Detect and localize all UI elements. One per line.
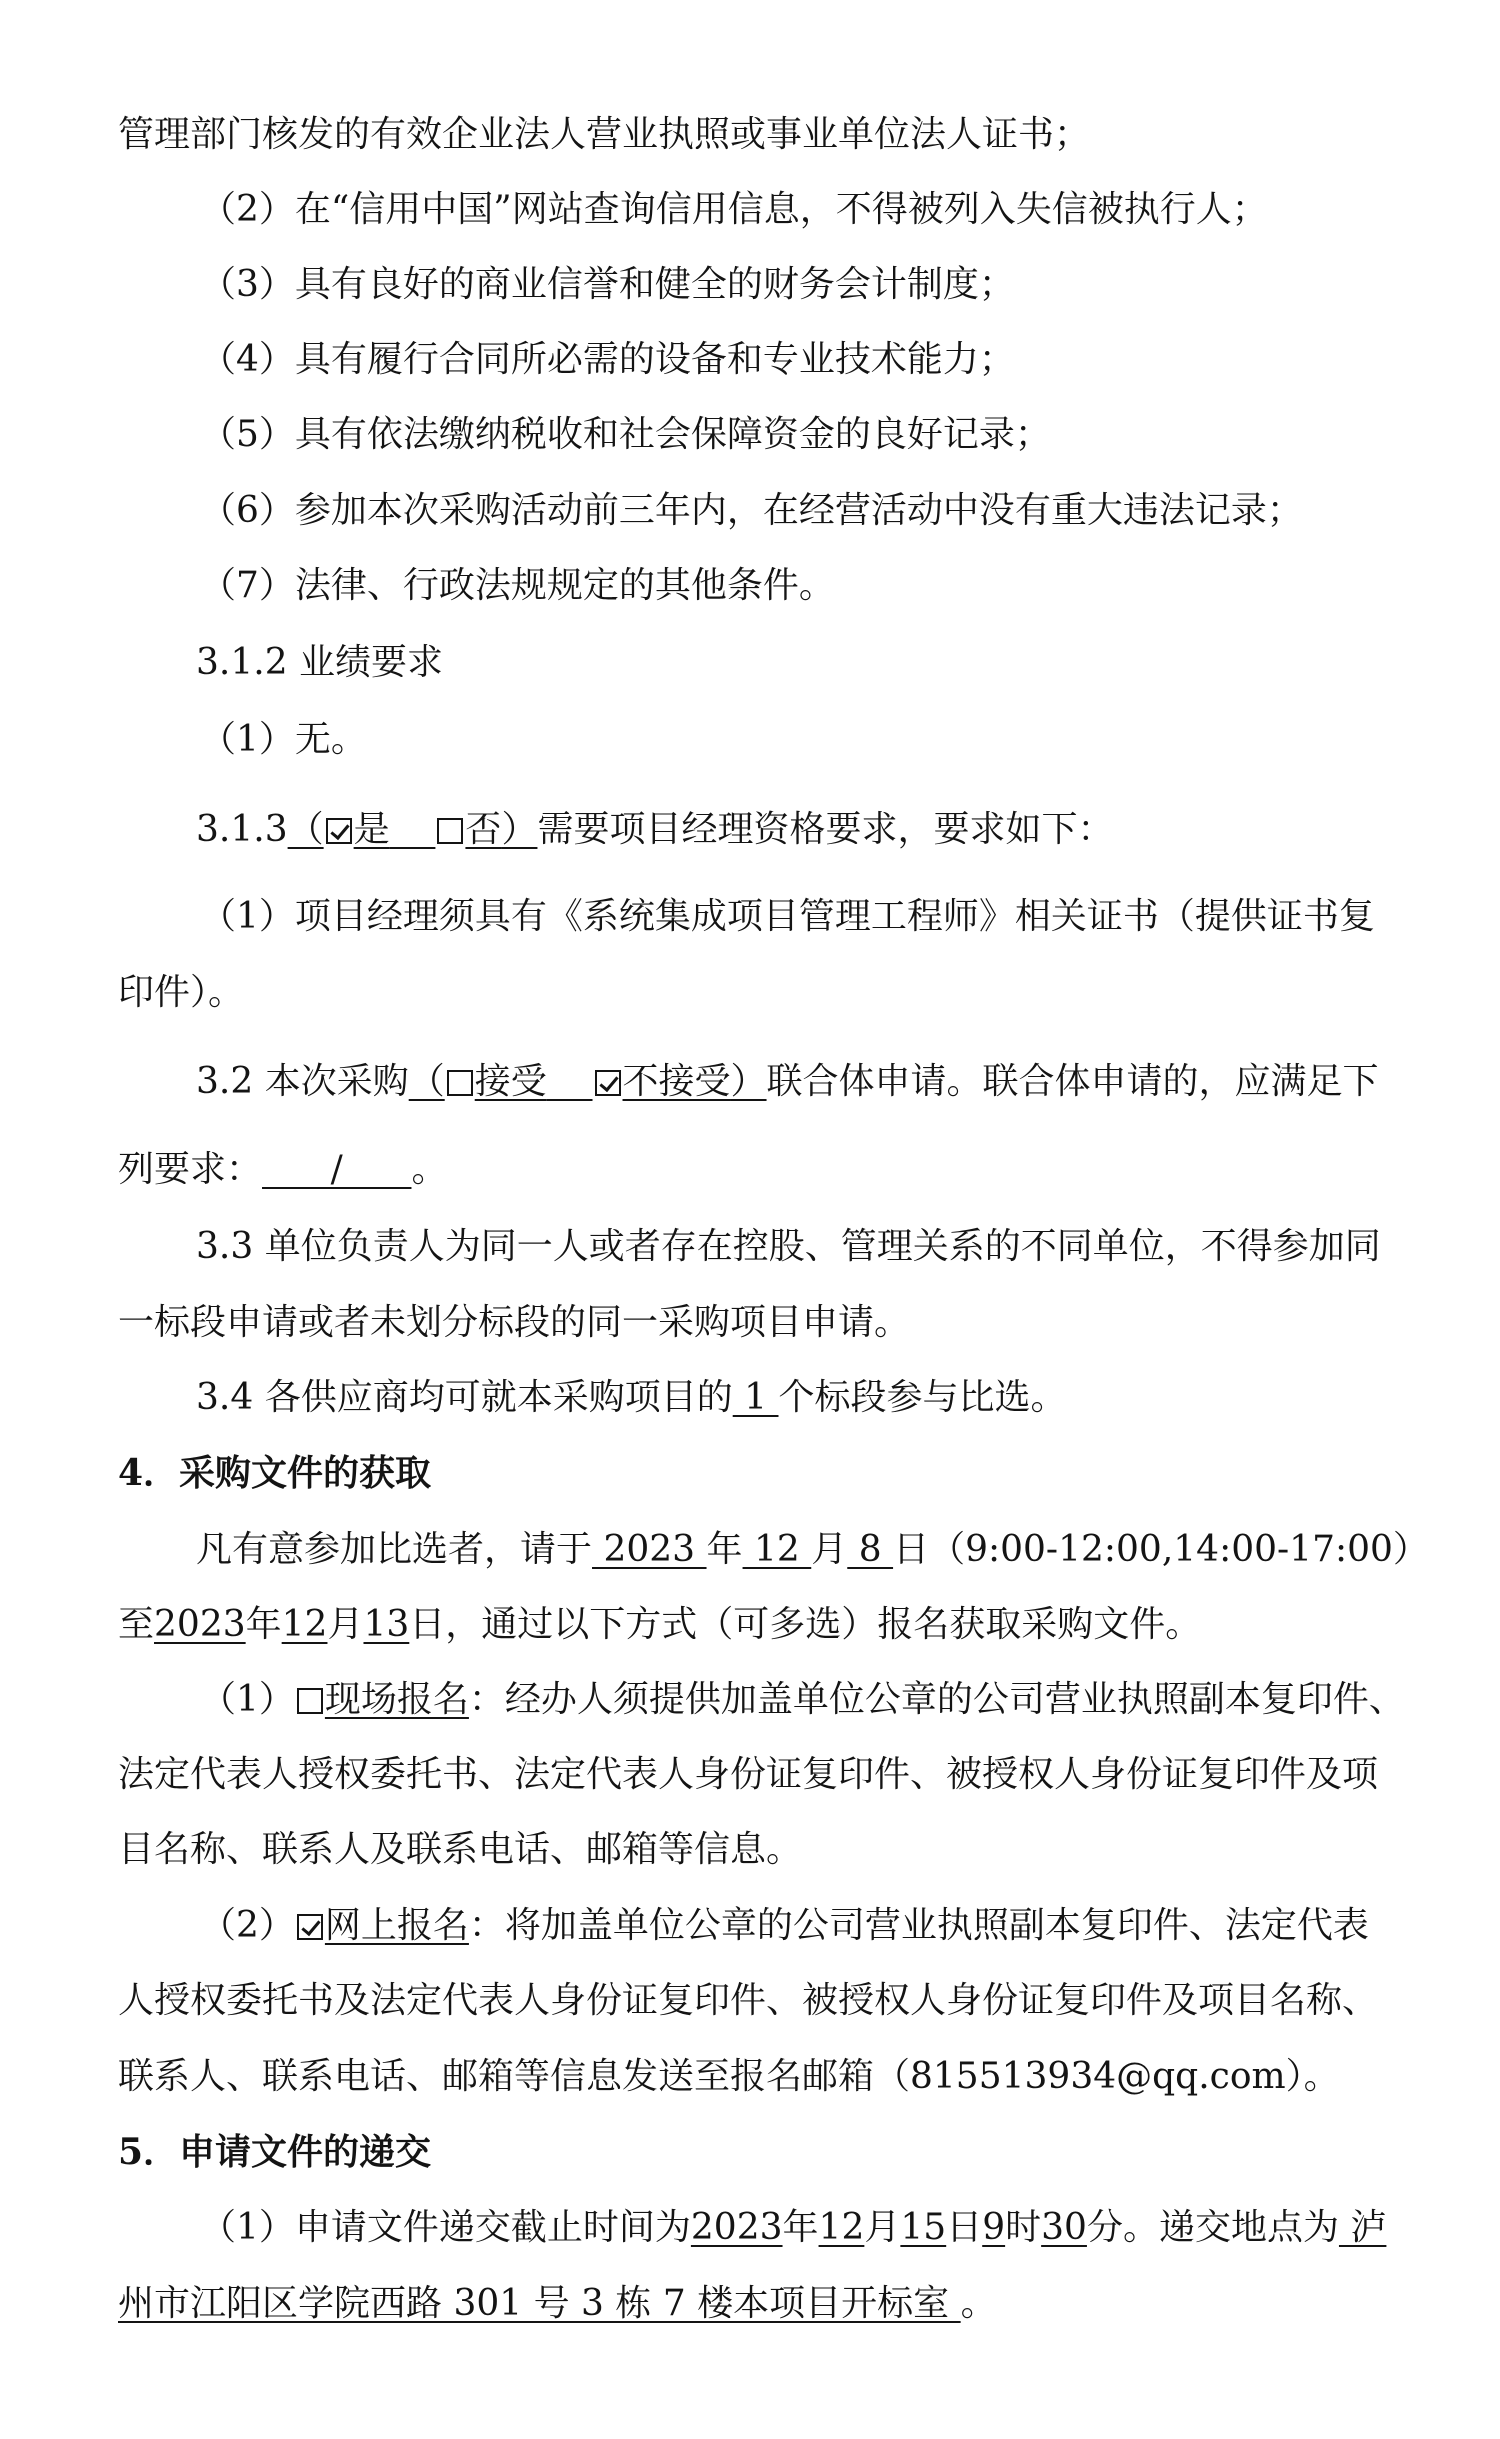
option-reject-label: 不接受 (622, 1061, 731, 1102)
onsite-registration-label: 现场报名 (324, 1679, 469, 1720)
list-item: （7）法律、行政法规规定的其他条件。 (200, 565, 835, 606)
consortium-choice: （ 接受 不接受） (408, 1061, 767, 1102)
lot-count-line (196, 1377, 1067, 1418)
text: 日，通过以下方式（可多选）报名获取采购文件。 (409, 1604, 1202, 1645)
deadline-minute: 30 (1041, 2207, 1087, 2248)
end-year: 2023 (154, 1604, 246, 1645)
text: （1）申请文件递交截止时间为 (200, 2207, 691, 2248)
text: 分。递交地点为 (1086, 2207, 1339, 2248)
label: 列要求： (118, 1149, 263, 1190)
list-item: （1）无。 (200, 719, 367, 760)
section-heading-4: 4．采购文件的获取 (118, 1452, 432, 1494)
text: （1） (200, 1679, 295, 1720)
text: 月 (864, 2207, 901, 2248)
yes-no-choice: （ 是 否） (287, 809, 538, 850)
online-registration-label: 网上报名 (324, 1905, 469, 1946)
consortium-line (196, 1061, 1379, 1102)
text: 凡有意参加比选者，请于 (196, 1529, 593, 1570)
start-year: 2023 (592, 1529, 707, 1570)
text: 3.4 各供应商均可就本采购项目的 (196, 1377, 733, 1418)
submission-place-line (118, 2283, 997, 2324)
paragraph-line: 一标段申请或者未划分标段的同一采购项目申请。 (118, 1302, 911, 1343)
requirement-text: 需要项目经理资格要求，要求如下： (537, 809, 1114, 850)
text: 年 (782, 2207, 819, 2248)
deadline-hour: 9 (982, 2207, 1006, 2248)
checkbox-reject[interactable] (595, 1070, 621, 1096)
punctuation: 。 (411, 1149, 448, 1190)
text: 日（9:00-12:00,14:00-17:00） (893, 1529, 1429, 1570)
registration-end-line (118, 1604, 1202, 1645)
online-registration-line (200, 1905, 1369, 1946)
text: 至 (118, 1604, 155, 1645)
text: 月 (811, 1529, 848, 1570)
checkbox-onsite-registration[interactable] (297, 1688, 323, 1714)
deadline-year: 2023 (690, 2207, 783, 2248)
submission-deadline-line (200, 2207, 1387, 2248)
paragraph-line: 人授权委托书及法定代表人身份证复印件、被授权人身份证复印件及项目名称、 (118, 1980, 1379, 2021)
lot-count: 1 (732, 1377, 779, 1418)
start-day: 8 (847, 1529, 894, 1570)
deadline-month: 12 (818, 2207, 865, 2248)
text: ：经办人须提供加盖单位公章的公司营业执照副本复印件、 (468, 1679, 1405, 1720)
onsite-registration-line (200, 1679, 1405, 1720)
email-line: 联系人、联系电话、邮箱等信息发送至报名邮箱（815513934@qq.com）。 (118, 2056, 1340, 2097)
checkbox-no[interactable] (437, 818, 463, 844)
submission-place-start: 泸 (1338, 2207, 1387, 2248)
paragraph-line: 3.3 单位负责人为同一人或者存在控股、管理关系的不同单位，不得参加同 (196, 1226, 1381, 1267)
paragraph-line: 目名称、联系人及联系电话、邮箱等信息。 (118, 1829, 803, 1870)
checkbox-online-registration[interactable] (297, 1914, 323, 1940)
option-yes-label: 是 (353, 809, 390, 850)
text: 月 (327, 1604, 364, 1645)
text: ：将加盖单位公章的公司营业执照副本复印件、法定代表 (468, 1905, 1369, 1946)
registration-date-line (196, 1529, 1429, 1570)
section-number: 3.1.3 (196, 809, 288, 850)
paragraph-line: 印件）。 (118, 972, 245, 1013)
start-month: 12 (742, 1529, 812, 1570)
list-item: （5）具有依法缴纳税收和社会保障资金的良好记录； (200, 414, 1051, 455)
text: 个标段参与比选。 (778, 1377, 1067, 1418)
text: 日 (946, 2207, 983, 2248)
end-day: 13 (363, 1604, 410, 1645)
requirements-line (118, 1149, 448, 1190)
text: 年 (245, 1604, 282, 1645)
checkbox-yes[interactable] (326, 818, 352, 844)
section-heading: 3.1.2 业绩要求 (196, 642, 444, 683)
paragraph-line: 管理部门核发的有效企业法人营业执照或事业单位法人证书； (118, 114, 1091, 155)
submission-place: 州市江阳区学院西路 301 号 3 栋 7 楼本项目开标室 (118, 2283, 961, 2324)
list-item: （3）具有良好的商业信誉和健全的财务会计制度； (200, 264, 1015, 305)
text: 年 (706, 1529, 743, 1570)
text: 时 (1005, 2207, 1042, 2248)
paragraph-line: 法定代表人授权委托书、法定代表人身份证复印件、被授权人身份证复印件及项 (118, 1754, 1379, 1795)
list-item: （6）参加本次采购活动前三年内，在经营活动中没有重大违法记录； (200, 490, 1303, 531)
consortium-text: 联合体申请。联合体申请的，应满足下 (766, 1061, 1379, 1102)
list-item: （1）项目经理须具有《系统集成项目管理工程师》相关证书（提供证书复 (200, 896, 1375, 937)
option-no-label: 否 (465, 809, 502, 850)
section-heading-5: 5．申请文件的递交 (118, 2131, 432, 2173)
text: （2） (200, 1905, 295, 1946)
blank-field: / (262, 1149, 412, 1190)
option-accept-label: 接受 (474, 1061, 547, 1102)
deadline-day: 15 (900, 2207, 947, 2248)
project-manager-requirement-line (196, 809, 1114, 850)
list-item: （2）在“信用中国”网站查询信用信息，不得被列入失信被执行人； (200, 189, 1268, 230)
end-month: 12 (281, 1604, 328, 1645)
punctuation: 。 (960, 2283, 997, 2324)
section-text: 3.2 本次采购 (196, 1061, 409, 1102)
list-item: （4）具有履行合同所必需的设备和专业技术能力； (200, 339, 1015, 380)
checkbox-accept[interactable] (447, 1070, 473, 1096)
